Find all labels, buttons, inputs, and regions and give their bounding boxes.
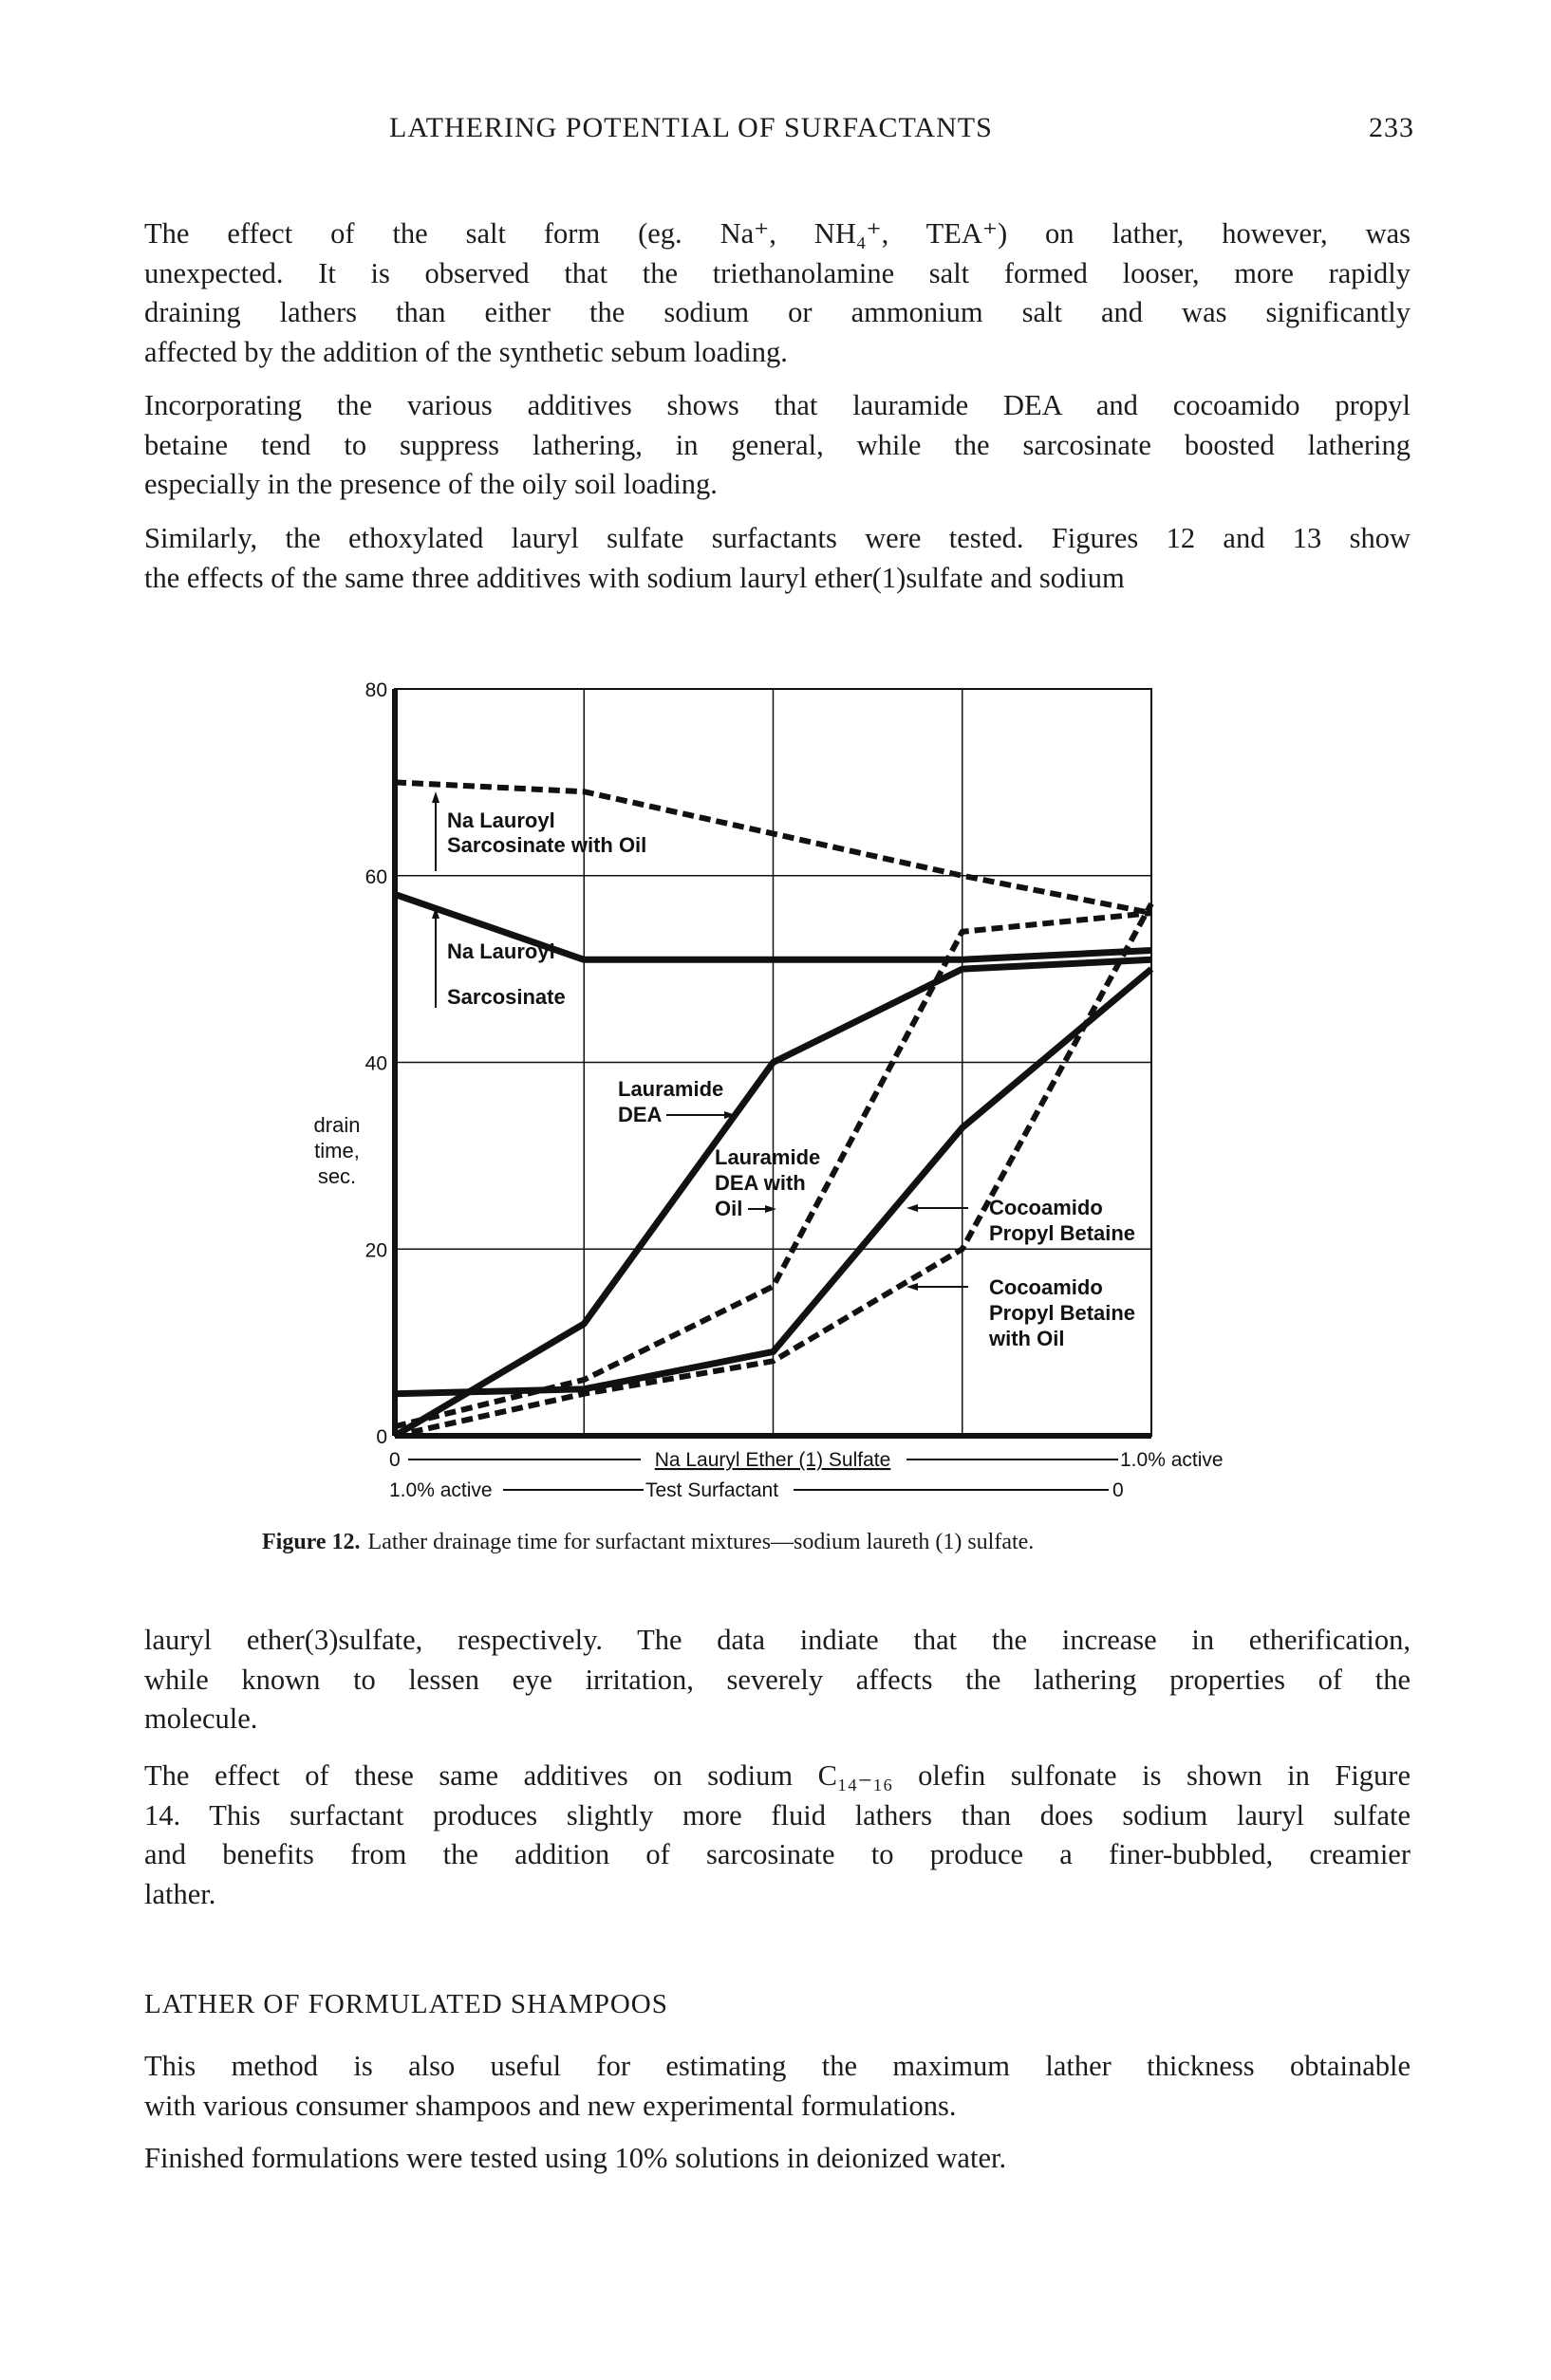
y-tick-label: 20 [364,1239,387,1262]
running-title: LATHERING POTENTIAL OF SURFACTANTS [389,112,993,143]
ylabel-line: time, [314,1139,360,1162]
annotation-dea-oil: Oil [715,1197,743,1220]
caption-label: Figure 12. [262,1530,361,1554]
text-line: betaine tend to suppress lathering, in general, while the sarcosinate boosted lathering [144,428,1411,461]
text-line: the effects of the same three additives with sodium lauryl ether(1)sulfate and sodium [144,561,1125,594]
figure-caption [262,1530,1034,1555]
paragraph [144,1757,1411,1914]
annotation-dea-oil: DEA with [715,1171,806,1195]
annotation-sarc-oil: Sarcosinate with Oil [447,833,647,857]
annotation-sarc: Na Lauroyl [447,939,555,963]
x-right-label: 1.0% active [1120,1449,1224,1471]
annotation-capb-oil: Propyl Betaine [989,1301,1136,1325]
text-line: molecule. [144,1702,258,1735]
paragraph [144,2139,1411,2179]
caption-text: Lather drainage time for surfactant mixtures—sodium laureth (1) sulfate. [367,1530,1035,1554]
arrowhead [765,1205,776,1213]
annotation-capb: Propyl Betaine [989,1221,1136,1245]
text-line: affected by the addition of the synthetic sebum loading. [144,335,788,368]
text-line: Incorporating the various additives shows that lauramide DEA and cocoamido propyl [144,389,1411,421]
annotation-sarc: Sarcosinate [447,985,566,1009]
section-heading: LATHER OF FORMULATED SHAMPOOS [144,1989,668,2019]
x2-left-label: 1.0% active [389,1479,493,1501]
arrowhead [906,1204,918,1212]
text-line: 14. This surfactant produces slightly more fluid lathers than does sodium lauryl sulfate [144,1798,1411,1831]
arrowhead [906,1283,918,1291]
paragraph [144,2047,1411,2126]
text-line: especially in the presence of the oily soil loading. [144,468,718,500]
x-axis-title: Na Lauryl Ether (1) Sulfate [654,1449,891,1471]
page-number: 233 [1369,112,1414,143]
text-line: The effect of these same additives on sodium C₁₄₋₁₆ olefin sulfonate is shown in Figure [144,1759,1411,1792]
x2-axis-title: Test Surfactant [645,1479,779,1501]
arrowhead [432,791,439,803]
text-line: lather. [144,1877,216,1910]
text-line: and benefits from the addition of sarcosinate to produce a finer-bubbled, creamier [144,1838,1411,1870]
annotation-dea: DEA [618,1103,663,1126]
x2-right-label: 0 [1112,1479,1124,1501]
annotation-capb: Cocoamido [989,1196,1103,1219]
text-line: This method is also useful for estimating the maximum lather thickness obtainable [144,2050,1411,2082]
text-line: The effect of the salt form (eg. Na⁺, NH₄⁺, TEA⁺) on lather, however, was [144,217,1411,250]
y-tick-labels [365,679,387,1448]
text-line: unexpected. It is observed that the triethanolamine salt formed looser, more rapidly [144,256,1411,289]
y-tick-label: 80 [364,679,387,701]
y-axis-label [314,1113,361,1188]
y-tick-label: 0 [376,1426,387,1448]
x-axis-labels [389,1449,1224,1501]
ylabel-line: sec. [317,1164,357,1188]
ylabel-line: drain [313,1113,361,1137]
annotation-capb-oil: Cocoamido [989,1275,1103,1299]
text-line: with various consumer shampoos and new experimental formulations. [144,2089,957,2122]
paragraph [144,1621,1411,1739]
text-line: draining lathers than either the sodium or ammonium salt and was significantly [144,296,1411,328]
text-line: while known to lessen eye irritation, severely affects the lathering properties of the [144,1663,1411,1696]
text-line: Finished formulations were tested using 10% solutions in deionized water. [144,2142,1007,2174]
annotation-sarc-oil: Na Lauroyl [447,809,555,832]
y-tick-label: 40 [364,1052,387,1075]
y-tick-label: 60 [364,865,387,888]
text-line: Similarly, the ethoxylated lauryl sulfate surfactants were tested. Figures 12 and 13 show [144,522,1411,554]
annotation-capb-oil: with Oil [989,1327,1065,1350]
annotation-dea-oil: Lauramide [715,1145,821,1169]
annotation-dea: Lauramide [618,1077,724,1101]
text-line: lauryl ether(3)sulfate, respectively. The data indiate that the increase in etherification, [144,1624,1411,1656]
x-left-label: 0 [389,1449,401,1471]
